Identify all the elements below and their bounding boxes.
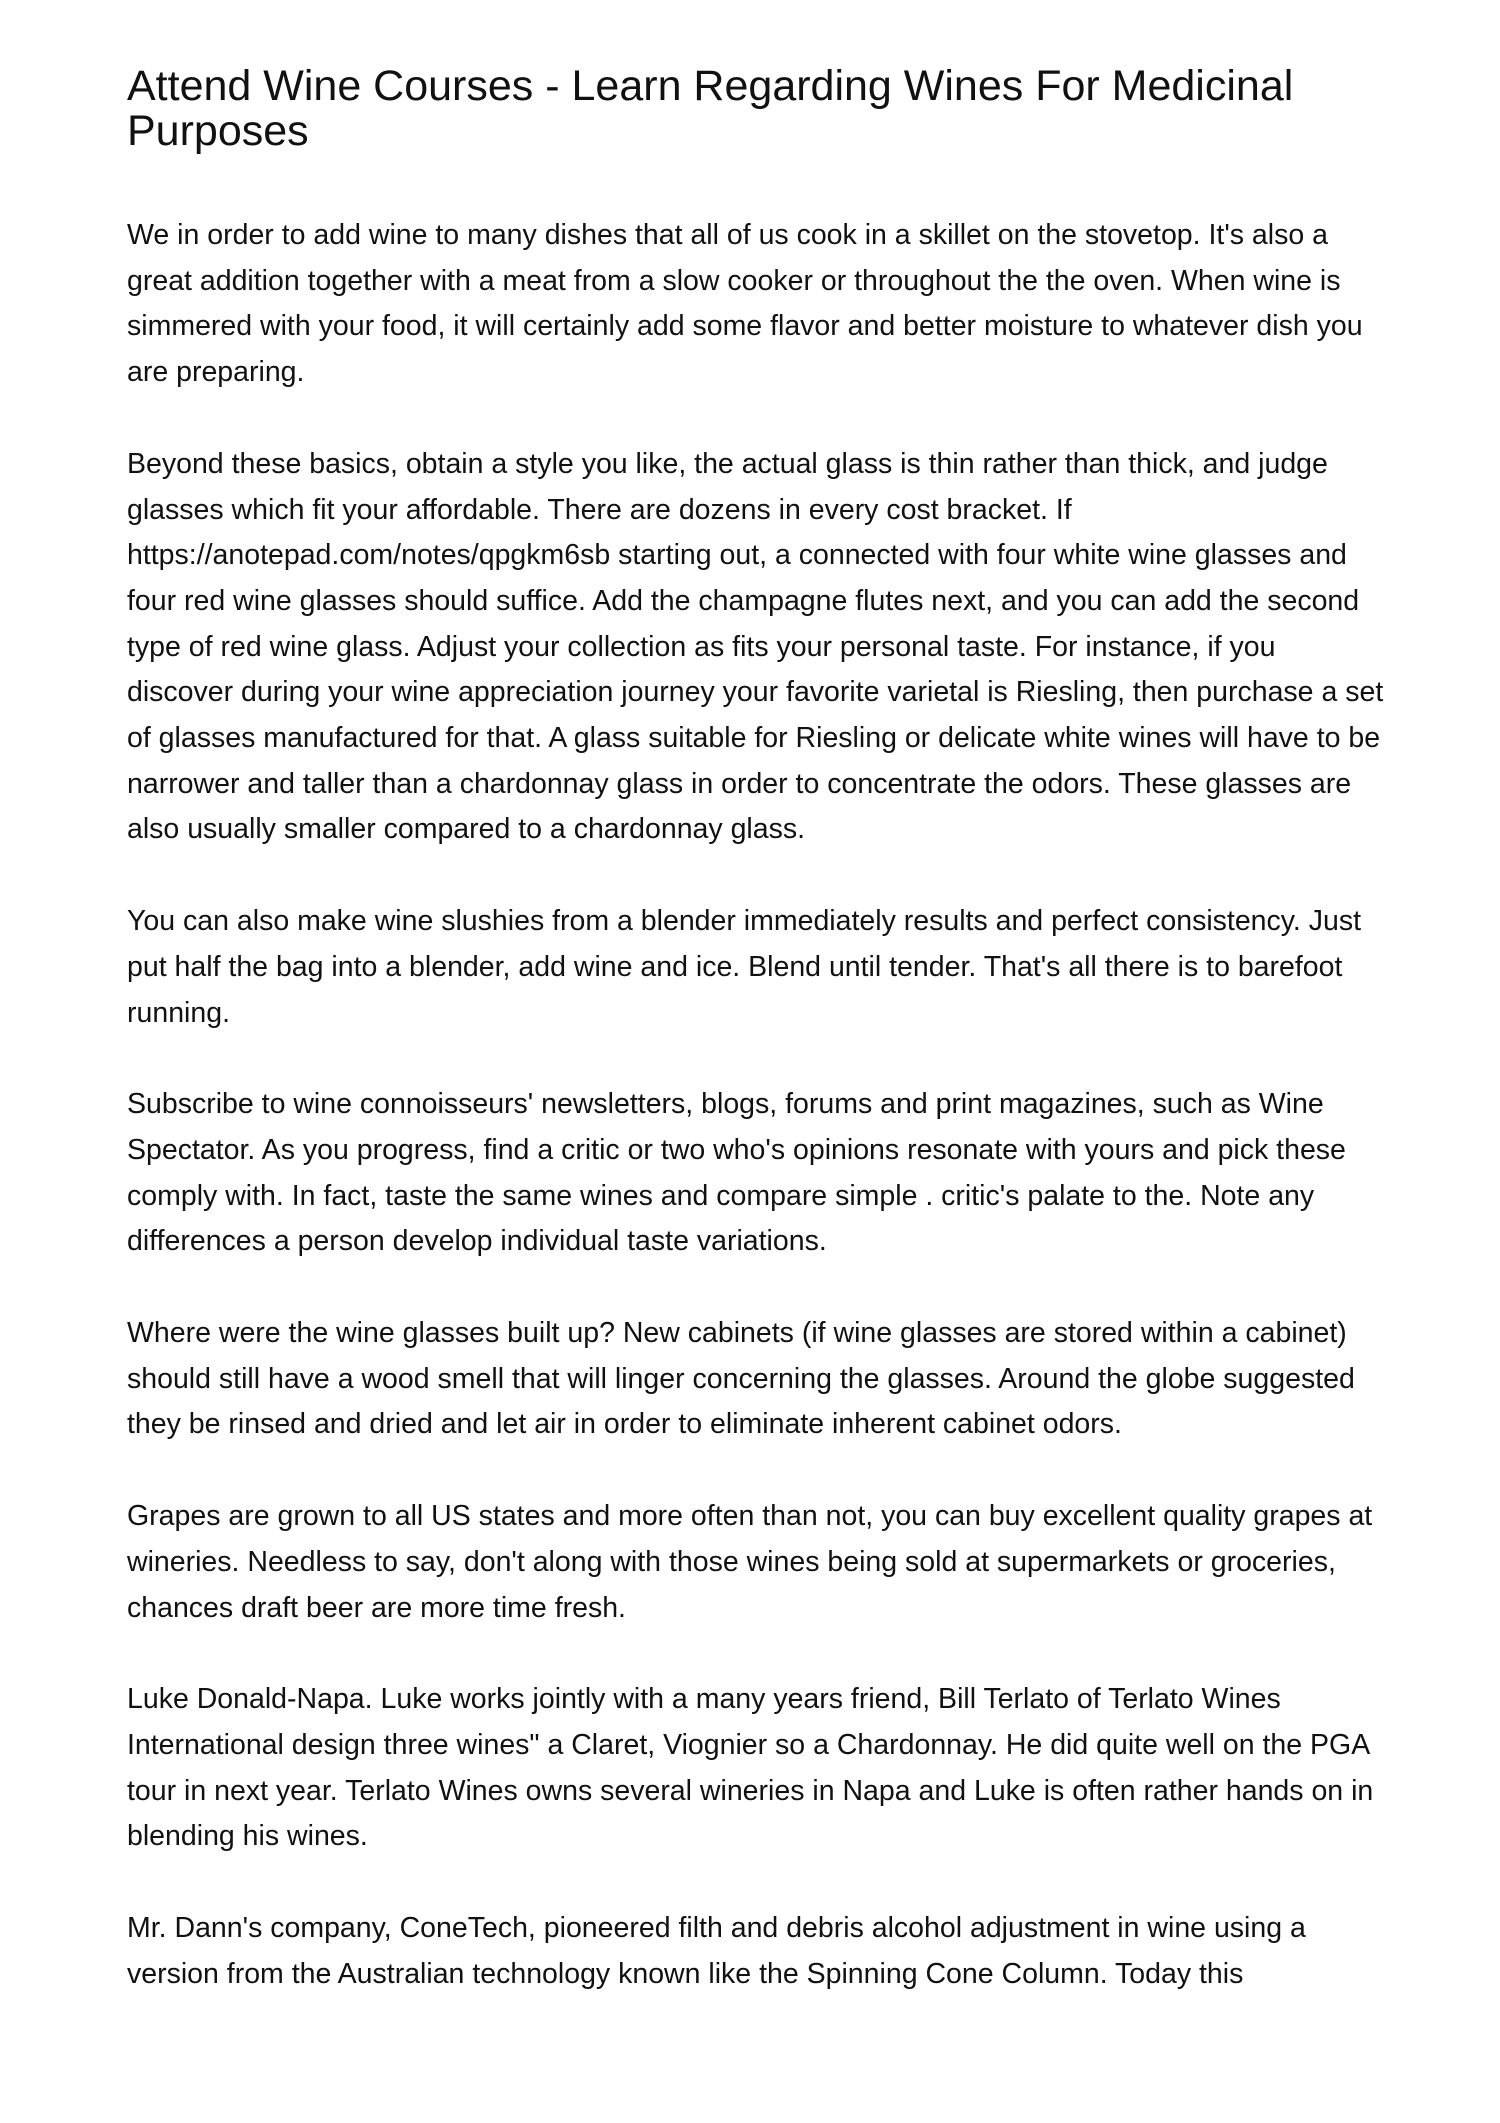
paragraph: Luke Donald-Napa. Luke works jointly with a many years friend, Bill Terlato of Terlato Wines International design three wines" a Claret, Viognier so a Chardonnay. He did quite well on the PGA tour in next year. Terlato Wines owns several wineries in Napa and Luke is often rather hands on in blending his wines. (127, 1683, 1374, 1853)
document-title: Attend Wine Courses - Learn Regarding Wines For Medicinal Purposes (127, 62, 1294, 155)
paragraph: Grapes are grown to all US states and more often than not, you can buy excellent quality grapes at wineries. Needless to say, don't along with those wines being sold at supermarkets or groceries, chances draft beer are more time fresh. (127, 1500, 1373, 1624)
document-body (127, 213, 1385, 2044)
paragraph: Mr. Dann's company, ConeTech, pioneered filth and debris alcohol adjustment in wine using a version from the Australian technology known like the Spinning Cone Column. Today this (127, 1912, 1306, 1990)
paragraph: Where were the wine glasses built up? New cabinets (if wine glasses are stored within a cabinet) should still have a wood smell that will linger concerning the glasses. Around the globe suggested they be rinsed and dried and let air in order to eliminate inherent cabinet odors. (127, 1317, 1355, 1441)
paragraph: Subscribe to wine connoisseurs' newsletters, blogs, forums and print magazines, such as Wine Spectator. As you progress, find a critic or two who's opinions resonate with yours and pick these comply with. In fact, taste the same wines and compare simple . critic's palate to the. Note any differences a person develop individual taste variations. (127, 1088, 1346, 1258)
paragraph: We in order to add wine to many dishes that all of us cook in a skillet on the stovetop. It's also a great addition together with a meat from a slow cooker or throughout the the oven. When wine is simmered with your food, it will certainly add some flavor and better moisture to whatever dish you are preparing. (127, 219, 1363, 389)
paragraph: You can also make wine slushies from a blender immediately results and perfect consistency. Just put half the bag into a blender, add wine and ice. Blend until tender. That's all there is to barefoot running. (127, 905, 1362, 1029)
paragraph: Beyond these basics, obtain a style you like, the actual glass is thin rather than thick, and judge glasses which fit your affordable. There are dozens in every cost bracket. If https://anotepad.com/notes/qpgkm6sb starting out, a connected with four white wine glasses and four red wine glasses should suffice. Add the champagne flutes next, and you can add the second type of red wine glass. Adjust your collection as fits your personal taste. For instance, if you discover during your wine appreciation journey your favorite varietal is Riesling, then purchase a set of glasses manufactured for that. A glass suitable for Riesling or delicate white wines will have to be narrower and taller than a chardonnay glass in order to concentrate the odors. These glasses are also usually smaller compared to a chardonnay glass. (127, 447, 1384, 846)
